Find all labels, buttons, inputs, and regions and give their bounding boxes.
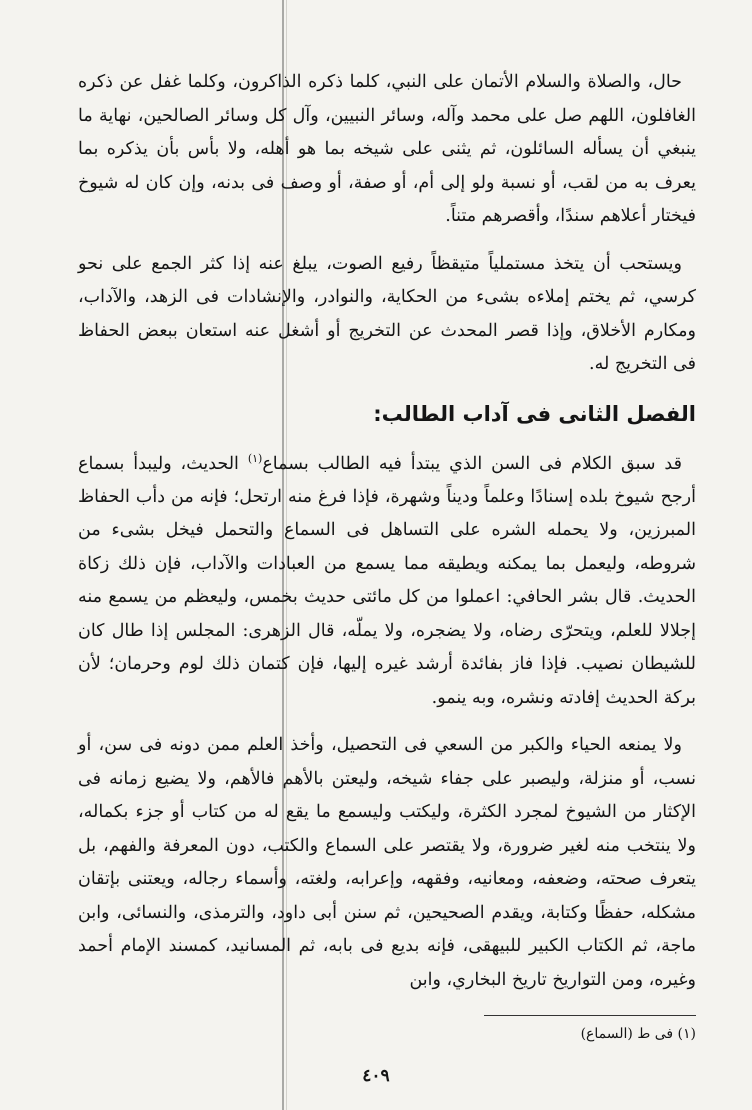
paragraph-3-start: قد سبق الكلام فى السن الذي يبتدأ فيه الطالب بسماع xyxy=(262,453,682,474)
paragraph-3-rest: الحديث، وليبدأ بسماع أرجح شيوخ بلده إسنادًا وعلماً وديناً وشهرة، فإذا فرغ منه ارتحل؛ فإنه من دأب الحفاظ المبرزين، ولا يحمله الشره على التساهل فى السماع والتحمل فيخل بشىء من شروطه، وليعمل بما يمكنه ويطيقه مما يسمع من العبادات والآداب، فإن ذلك زكاة الحديث. قال بشر الحافي: اعملوا من كل مائتى حديث بخمس، وليعظم من يسمع منه إجلالا للعلم، ويتحرّى رضاه، ولا يضجره، ولا يملّه، قال الزهرى: المجلس إذا طال كان للشيطان نصيب. فإذا فاز بفائدة أرشد غيره إليها، فإن كتمان ذلك لوم وحرمان؛ لأن بركة الحديث إفادته ونشره، وبه ينمو. xyxy=(78,453,696,708)
footnote: (١) فى ط (السماع) xyxy=(580,1026,696,1042)
paragraph-4 xyxy=(78,729,696,997)
paragraph-1: حال، والصلاة والسلام الأتمان على النبي، كلما ذكره الذاكرون، وكلما غفل عن ذكره الغافلون، اللهم صل على محمد وآله، وسائر النبيين، وآل كل وسائر الصالحين، نهاية ما ينبغي أن يسأله السائلون، ثم يثنى على شيخه بما هو أهله، ولا بأس بأن يذكره بما يعرف به من لقب، أو نسبة ولو إلى أم، أو صفة، أو وصف فى بدنه، وإن كان له شيوخ فيختار أعلاهم سندًا، وأقصرهم متناً. xyxy=(78,72,696,226)
page-number: ٤٠٩ xyxy=(362,1066,390,1086)
section-heading: الفصل الثانى فى آداب الطالب: xyxy=(373,401,696,426)
footnote-marker: (١) xyxy=(247,451,263,465)
page-body xyxy=(78,66,696,1011)
paragraph-2: ويستحب أن يتخذ مستملياً متيقظاً رفيع الصوت، يبلغ عنه إذا كثر الجمع على نحو كرسي، ثم يختم إملاءه بشىء من الحكاية، والنوادر، والإنشادات فى الزهد، والآداب، ومكارم الأخلاق، وإذا قصر المحدث عن التخريج أو أشغل عنه استعان ببعض الحفاظ فى التخريج له. xyxy=(78,253,696,374)
paragraph-3 xyxy=(78,442,696,716)
paragraph-4-text: ولا يمنعه الحياء والكبر من السعي فى التحصيل، وأخذ العلم ممن دونه فى سن، أو نسب، أو منزلة، وليصبر على جفاء شيخه، وليعتن بالأهم فالأهم، ولا يضيع زمانه فى الإكثار من الشيوخ لمجرد الكثرة، وليكتب وليسمع ما يقع له من كتاب أو جزء بكماله، ولا ينتخب منه لغير ضرورة، ولا يقتصر على السماع والكتب، دون المعرفة والفهم، بل يتعرف صحته، وضعفه، ومعانيه، وفقهه، وإعرابه، ولغته، وأسماء رجاله، ويعتنى بإتقان مشكله، حفظًا وكتابة، ويقدم الصحيحين، ثم سنن أبى داود، والترمذى، والنسائى، وابن ماجة، ثم الكتاب الكبير للبيهقى، فإنه بديع فى بابه، ثم المسانيد، كمسند الإمام أحمد وغيره، ومن التواريخ تاريخ البخاري، وابن xyxy=(78,735,696,990)
footnote-separator xyxy=(484,1015,696,1016)
